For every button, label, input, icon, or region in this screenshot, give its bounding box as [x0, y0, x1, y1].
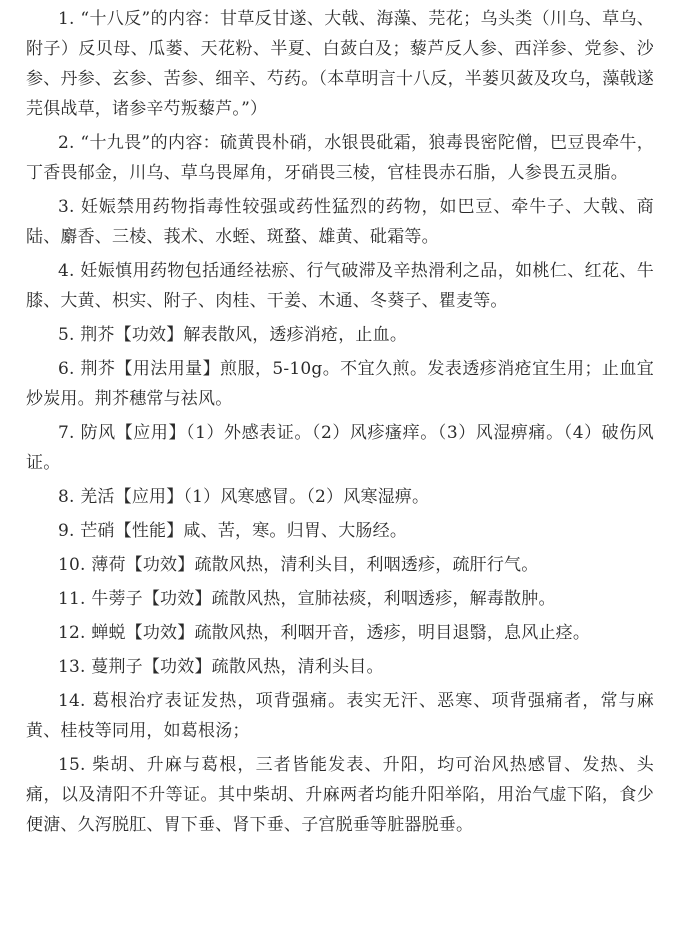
list-item: 14. 葛根治疗表证发热，项背强痛。表实无汗、恶寒、项背强痛者，常与麻黄、桂枝等同用，如葛根汤； [26, 691, 654, 741]
list-item: 5. 荆芥【功效】解表散风，透疹消疮，止血。 [58, 325, 408, 345]
list-item: 10. 薄荷【功效】疏散风热，清利头目，利咽透疹，疏肝行气。 [58, 555, 539, 575]
list-item: 7. 防风【应用】（1）外感表证。（2）风疹瘙痒。（3）风湿痹痛。（4）破伤风证。 [26, 423, 654, 473]
list-item: 2. “十九畏”的内容：硫黄畏朴硝，水银畏砒霜，狼毒畏密陀僧，巴豆畏牵牛，丁香畏郁金，川乌、草乌畏犀角，牙硝畏三棱，官桂畏赤石脂，人参畏五灵脂。 [26, 133, 654, 183]
list-item: 15. 柴胡、升麻与葛根，三者皆能发表、升阳，均可治风热感冒、发热、头痛，以及清阳不升等证。其中柴胡、升麻两者均能升阳举陷，用治气虚下陷，食少便溏、久泻脱肛、胃下垂、肾下垂、子宫脱垂等脏器脱垂。 [26, 755, 654, 835]
list-item: 6. 荆芥【用法用量】煎服，5-10g。不宜久煎。发表透疹消疮宜生用；止血宜炒炭用。荆芥穗常与祛风。 [26, 359, 654, 409]
list-item: 11. 牛蒡子【功效】疏散风热，宣肺祛痰，利咽透疹，解毒散肿。 [58, 589, 556, 609]
list-item: 12. 蝉蜕【功效】疏散风热，利咽开音，透疹，明目退翳，息风止痉。 [58, 623, 591, 643]
list-item: 13. 蔓荆子【功效】疏散风热，清利头目。 [58, 657, 384, 677]
list-item: 4. 妊娠慎用药物包括通经祛瘀、行气破滞及辛热滑利之品，如桃仁、红花、牛膝、大黄、枳实、附子、肉桂、干姜、木通、冬葵子、瞿麦等。 [26, 261, 654, 311]
list-item: 3. 妊娠禁用药物指毒性较强或药性猛烈的药物，如巴豆、牵牛子、大戟、商陆、麝香、三棱、莪术、水蛭、斑蝥、雄黄、砒霜等。 [26, 197, 654, 247]
list-item: 1. “十八反”的内容：甘草反甘遂、大戟、海藻、芫花；乌头类（川乌、草乌、附子）反贝母、瓜蒌、天花粉、半夏、白蔹白及；藜芦反人参、西洋参、党参、沙参、丹参、玄参、苦参、细辛、芍药。（本草明言十八反，半蒌贝蔹及攻乌，藻戟遂芫俱战草，诸参辛芍叛藜芦。”） [26, 9, 654, 119]
list-item: 8. 羌活【应用】（1）风寒感冒。（2）风寒湿痹。 [58, 487, 430, 507]
list-item: 9. 芒硝【性能】咸、苦，寒。归胃、大肠经。 [58, 521, 408, 541]
